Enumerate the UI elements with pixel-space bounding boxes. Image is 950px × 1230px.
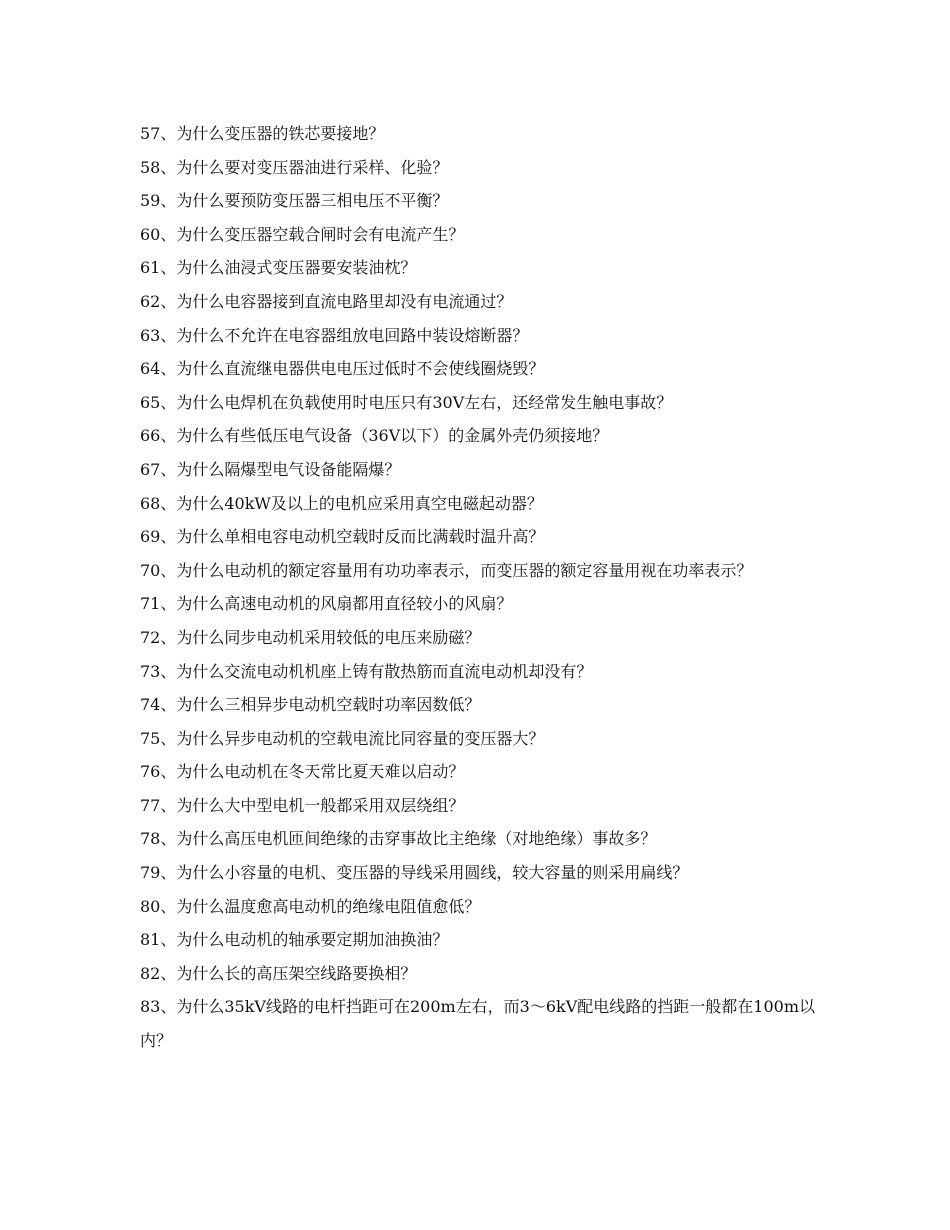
question-item: 60、为什么变压器空载合闸时会有电流产生？ — [140, 224, 465, 244]
question-item: 65、为什么电焊机在负载使用时电压只有30V左右，还经常发生触电事故？ — [140, 392, 673, 412]
question-item: 57、为什么变压器的铁芯要接地？ — [140, 124, 385, 143]
question-item: 67、为什么隔爆型电气设备能隔爆？ — [140, 459, 401, 479]
question-item: 63、为什么不允许在电容器组放电回路中装设熔断器？ — [140, 325, 529, 345]
question-item: 82、为什么长的高压架空线路要换相？ — [140, 963, 417, 983]
question-item: 77、为什么大中型电机一般都采用双层绕组？ — [140, 795, 465, 815]
question-item: 75、为什么异步电动机的空载电流比同容量的变压器大？ — [140, 728, 545, 748]
question-item: 59、为什么要预防变压器三相电压不平衡？ — [140, 191, 449, 211]
question-item: 66、为什么有些低压电气设备（36V以下）的金属外壳仍须接地？ — [140, 426, 609, 446]
question-item: 62、为什么电容器接到直流电路里却没有电流通过？ — [140, 291, 513, 311]
question-item: 71、为什么高速电动机的风扇都用直径较小的风扇？ — [140, 594, 513, 614]
question-item: 76、为什么电动机在冬天常比夏天难以启动？ — [140, 762, 465, 782]
question-item: 80、为什么温度愈高电动机的绝缘电阻值愈低？ — [140, 896, 481, 916]
question-item: 74、为什么三相异步电动机空载时功率因数低？ — [140, 695, 481, 715]
question-item: 61、为什么油浸式变压器要安装油枕？ — [140, 258, 417, 278]
question-item: 78、为什么高压电机匝间绝缘的击穿事故比主绝缘（对地绝缘）事故多？ — [140, 829, 657, 849]
question-item: 73、为什么交流电动机机座上铸有散热筋而直流电动机却没有？ — [140, 661, 593, 681]
question-item: 83、为什么35kV线路的电杆挡距可在200m左右，而3～6kV配电线路的挡距一般都在100m以内？ — [140, 997, 816, 1051]
question-item: 81、为什么电动机的轴承要定期加油换油？ — [140, 930, 449, 950]
question-item: 58、为什么要对变压器油进行采样、化验？ — [140, 157, 449, 177]
question-item: 79、为什么小容量的电机、变压器的导线采用圆线，较大容量的则采用扁线？ — [140, 863, 689, 883]
question-list — [140, 117, 820, 1058]
question-item: 68、为什么40kW及以上的电机应采用真空电磁起动器？ — [140, 493, 543, 513]
question-item: 64、为什么直流继电器供电电压过低时不会使线圈烧毁？ — [140, 359, 545, 379]
question-item: 69、为什么单相电容电动机空载时反而比满载时温升高？ — [140, 527, 545, 547]
question-item: 72、为什么同步电动机采用较低的电压来励磁？ — [140, 627, 481, 647]
question-item: 70、为什么电动机的额定容量用有功功率表示，而变压器的额定容量用视在功率表示？ — [140, 560, 753, 580]
